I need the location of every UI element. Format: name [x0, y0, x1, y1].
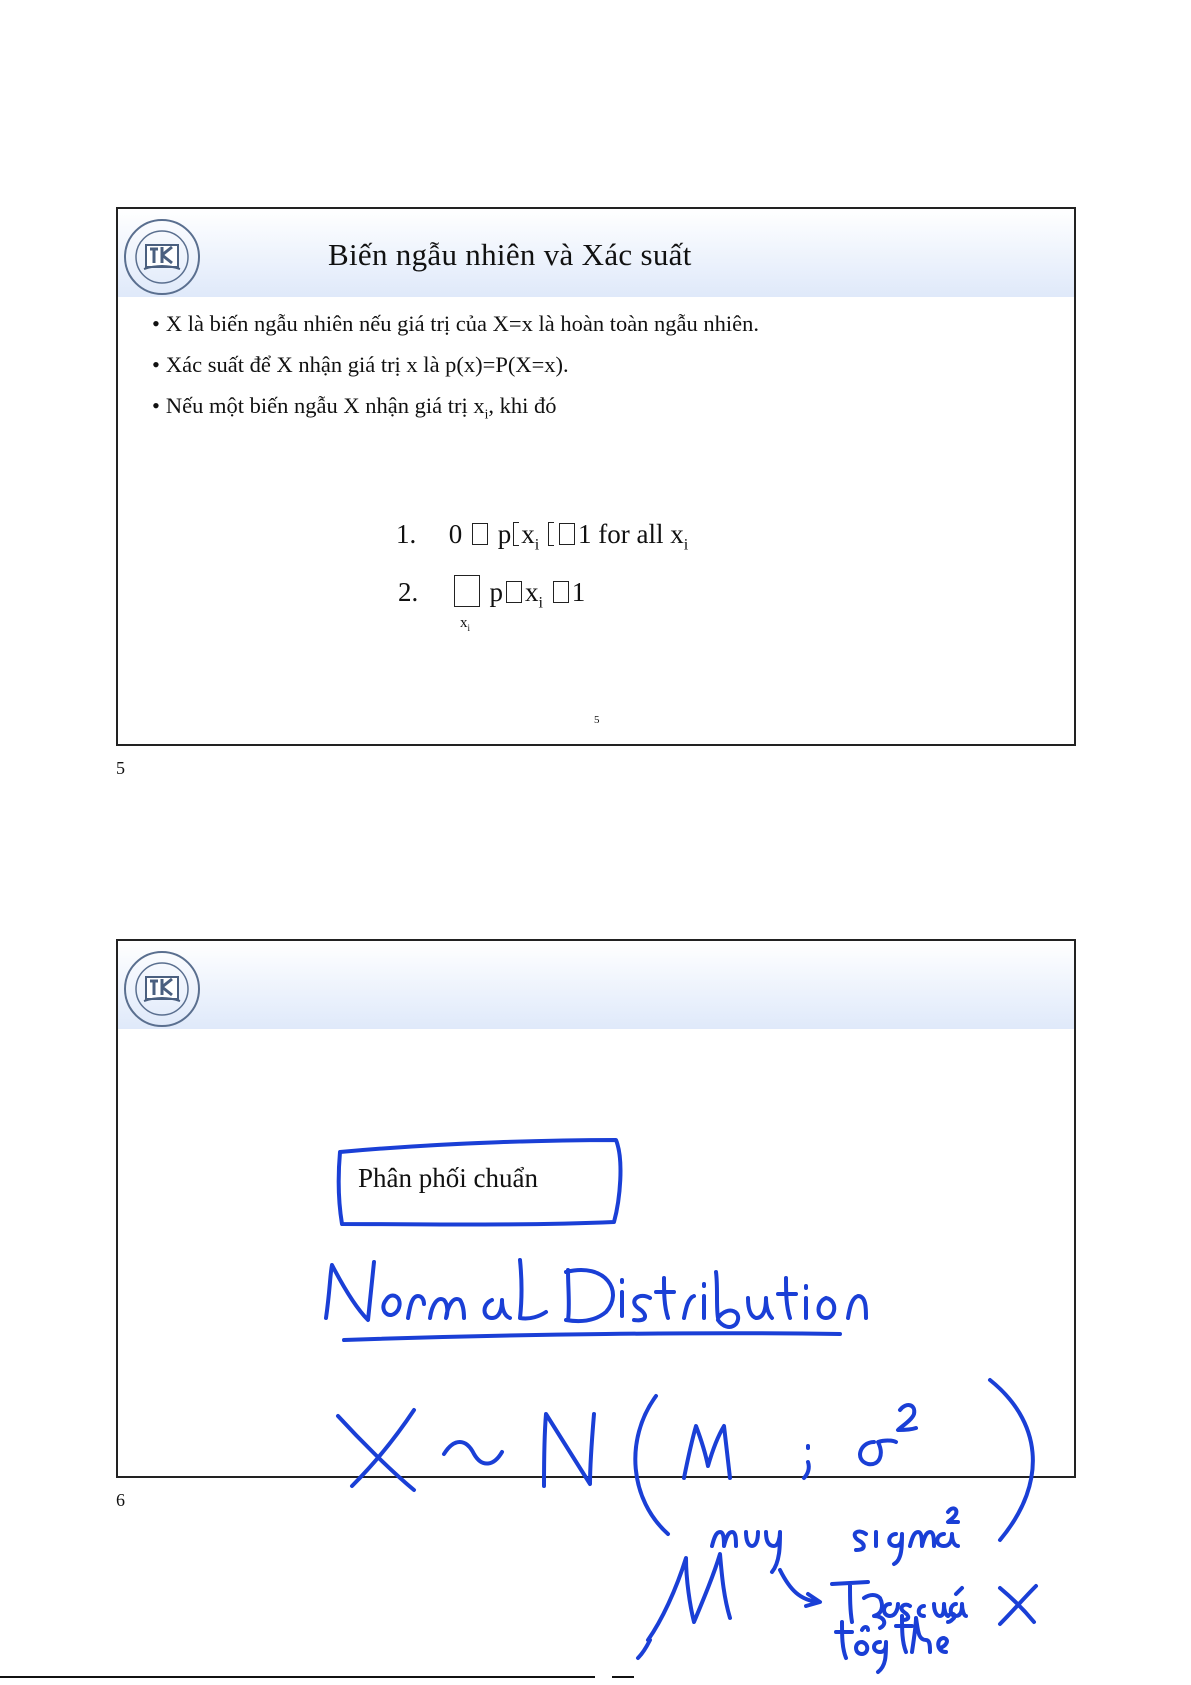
slide-header	[118, 941, 1074, 1029]
slide-title: Biến ngẫu nhiên và Xác suất	[328, 237, 692, 272]
boxed-label: Phân phối chuẩn	[358, 1163, 538, 1193]
missing-glyph-icon	[506, 581, 522, 603]
university-logo	[122, 217, 202, 297]
university-logo	[122, 949, 202, 1029]
bullet-item: • Nếu một biến ngẫu X nhận giá trị $x_i$, khi đó	[152, 393, 557, 422]
bullet-item: • X là biến ngẫu nhiên nếu giá trị của X=x là hoàn toàn ngẫu nhiên.	[152, 311, 760, 336]
missing-glyph-icon	[553, 581, 569, 603]
bottom-rule	[612, 1676, 634, 1678]
missing-glyph-icon	[472, 523, 488, 545]
page-number: 6	[116, 1490, 125, 1510]
slide-random-variables	[116, 207, 1076, 746]
summation-glyph-icon	[454, 575, 480, 607]
formula-probability-sum: 2. p $x_i$ 1	[398, 577, 586, 612]
bullet-list	[152, 311, 759, 438]
bracket-icon	[513, 522, 519, 546]
slide-inner-number: 5	[594, 714, 600, 726]
bottom-rule	[0, 1676, 595, 1678]
bracket-icon	[548, 522, 554, 546]
page-number: 5	[116, 758, 125, 778]
formula-probability-bounds: 1. 0 p $x_i$ 1 for all $x_i$	[396, 519, 689, 554]
missing-glyph-icon	[559, 523, 575, 545]
summation-index: $x_i$	[460, 615, 471, 633]
bullet-item: • Xác suất để X nhận giá trị x là p(x)=P(X=x).	[152, 352, 569, 377]
slide-normal-distribution	[116, 939, 1076, 1478]
